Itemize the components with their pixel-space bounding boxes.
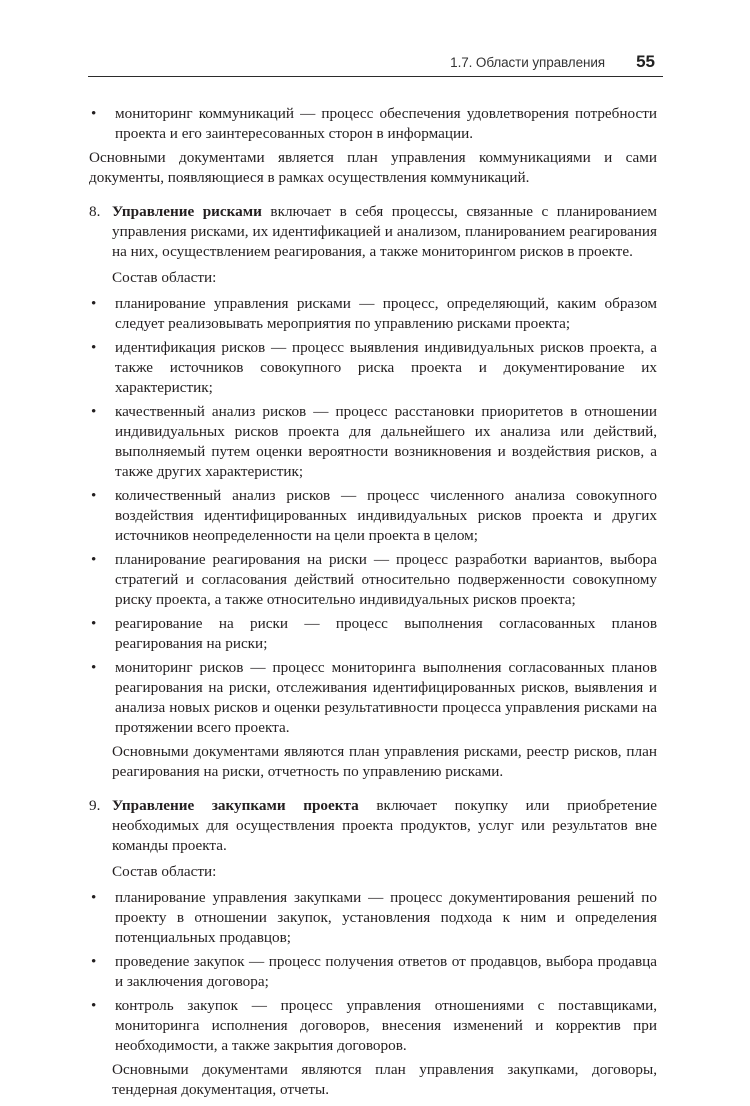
- documents-paragraph: Основными документами являются план управления рисками, реестр рисков, план реагирования на риски, отчетность по управлению рисками.: [112, 743, 657, 780]
- bullet-icon: •: [91, 953, 97, 970]
- list-item: [89, 952, 657, 992]
- bullet-icon: •: [91, 105, 97, 122]
- list-item-text: мониторинг рисков — процесс мониторинга выполнения согласованных планов реагирования на риски, отслеживания идентифицированных рисков, выявления и анализа новых рисков и оценки результативности процесса управления рисками на протяжении всего проекта.: [115, 659, 657, 736]
- list-item: [89, 486, 657, 546]
- procurement-list: [89, 888, 657, 1056]
- list-item: [89, 888, 657, 948]
- list-item-text: идентификация рисков — процесс выявления индивидуальных рисков проекта, а также источников совокупного риска проекта и документирование их характеристик;: [115, 339, 657, 396]
- list-item-text: планирование реагирования на риски — процесс разработки вариантов, выбора стратегий и согласования действий относительно подверженности совокупному риску проекта, а также относительно индивидуальных рисков проекта;: [115, 551, 657, 608]
- page-body: [89, 104, 657, 1106]
- section-term: Управление рисками: [112, 203, 262, 220]
- bullet-icon: •: [91, 295, 97, 312]
- list-item: [89, 338, 657, 398]
- section-term: Управление закупками проекта: [112, 797, 359, 814]
- section-intro: включает покупку или приобретение необходимых для осуществления проекта продуктов, услуг или результатов вне команды проекта.: [112, 797, 657, 854]
- running-header: [88, 52, 663, 77]
- bullet-icon: •: [91, 403, 97, 420]
- list-item-text: планирование управления рисками — процесс, определяющий, каким образом следует реализовывать мероприятия по управлению рисками проекта;: [115, 295, 657, 332]
- bullet-icon: •: [91, 487, 97, 504]
- bullet-icon: •: [91, 615, 97, 632]
- communications-list: [89, 104, 657, 144]
- section-number: 8.: [89, 203, 101, 220]
- composition-label: Состав области:: [112, 863, 217, 880]
- list-item-text: контроль закупок — процесс управления отношениями с поставщиками, мониторинга исполнения договоров, внесения изменений и корректив при необходимости, а также закрытия договоров.: [115, 997, 657, 1054]
- risk-list: [89, 294, 657, 738]
- section-8: [89, 202, 657, 262]
- section-number: 9.: [89, 797, 101, 814]
- list-item-text: проведение закупок — процесс получения ответов от продавцов, выбора продавца и заключения договора;: [115, 953, 657, 990]
- documents-paragraph: Основными документами являются план управления закупками, договоры, тендерная документация, отчеты.: [112, 1061, 657, 1098]
- bullet-icon: •: [91, 551, 97, 568]
- bullet-icon: •: [91, 997, 97, 1014]
- list-item: [89, 658, 657, 738]
- page-number: 55: [636, 52, 655, 71]
- list-item: [89, 294, 657, 334]
- list-item: [89, 104, 657, 144]
- list-item: [89, 996, 657, 1056]
- list-item-text: планирование управления закупками — процесс документирования решений по проекту в отношении закупок, установления подхода к ним и определения потенциальных продавцов;: [115, 889, 657, 946]
- section-intro: включает в себя процессы, связанные с планированием управления рисками, их идентификацией и анализом, планированием реагирования на них, осуществлением реагирования, а также мониторингом рисков в проекте.: [112, 203, 657, 260]
- section-title: 1.7. Области управления: [450, 55, 605, 70]
- list-item: [89, 402, 657, 482]
- list-item: [89, 550, 657, 610]
- list-item-text: реагирование на риски — процесс выполнения согласованных планов реагирования на риски;: [115, 615, 657, 652]
- bullet-icon: •: [91, 339, 97, 356]
- bullet-icon: •: [91, 889, 97, 906]
- documents-paragraph: Основными документами является план управления коммуникациями и сами документы, появляющиеся в рамках осуществления коммуникаций.: [89, 149, 657, 186]
- bullet-icon: •: [91, 659, 97, 676]
- list-item-text: качественный анализ рисков — процесс расстановки приоритетов в отношении индивидуальных рисков проекта для дальнейшего их анализа или действий, выполняемый путем оценки вероятности возникновения и воздействия рисков, а также других характеристик;: [115, 403, 657, 480]
- list-item-text: количественный анализ рисков — процесс численного анализа совокупного воздействия идентифицированных индивидуальных рисков проекта и других источников неопределенности на цели проекта в целом;: [115, 487, 657, 544]
- list-item: [89, 614, 657, 654]
- composition-label: Состав области:: [112, 269, 217, 286]
- list-item-text: мониторинг коммуникаций — процесс обеспечения удовлетворения потребности проекта и его заинтересованных сторон в информации.: [115, 105, 657, 142]
- section-9: [89, 796, 657, 856]
